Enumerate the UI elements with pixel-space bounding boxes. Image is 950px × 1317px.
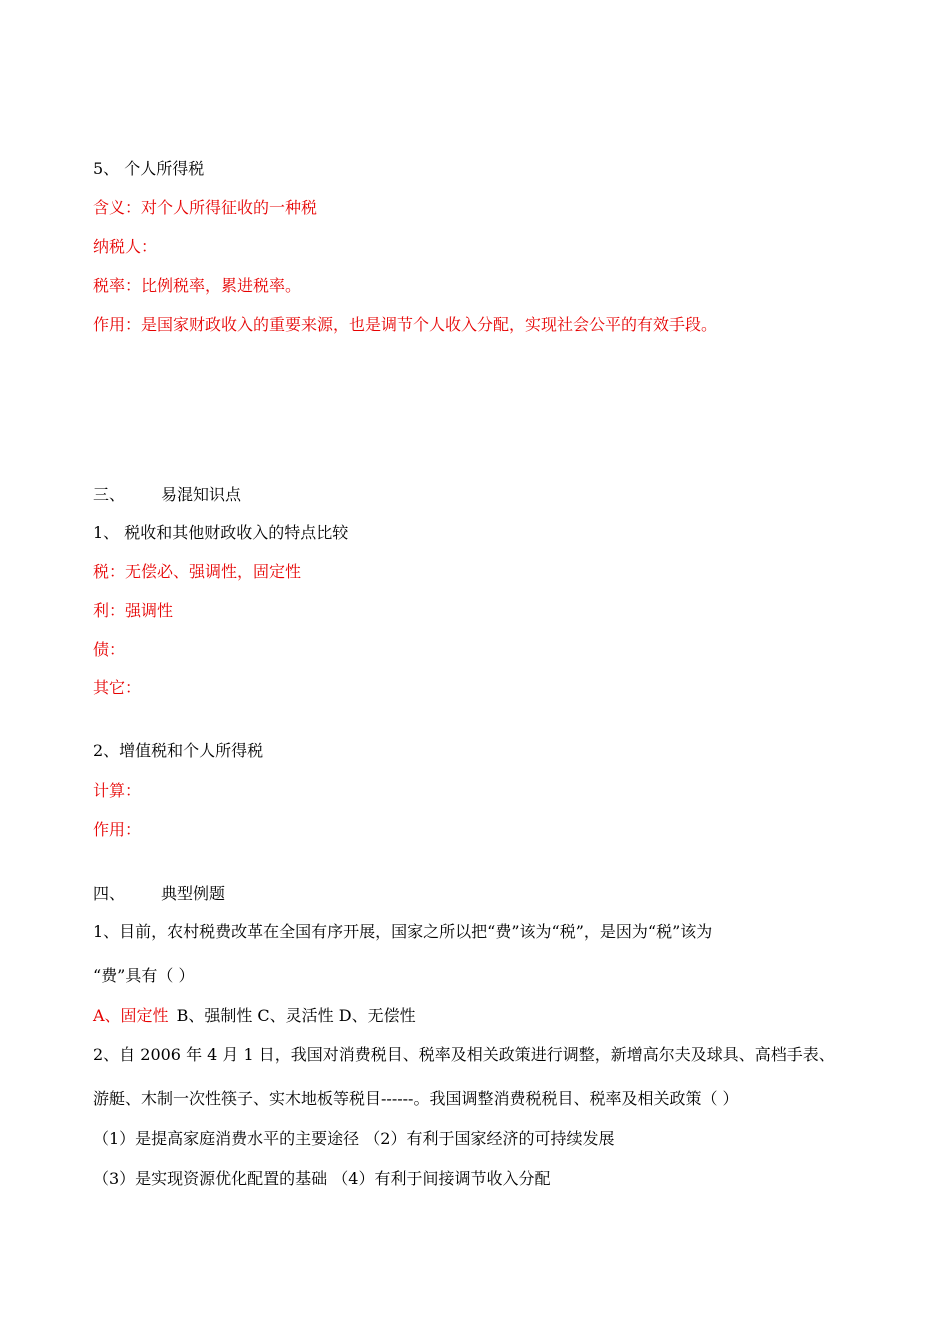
section4-title: 典型例题 [161, 884, 226, 903]
q1-option-a: A、固定性 [93, 1006, 169, 1025]
section5-taxpayer: 纳税人： [93, 237, 158, 256]
section3-calc: 计算： [93, 781, 142, 800]
section3-tax: 税：无偿必、强调性，固定性 [93, 562, 302, 581]
section3-profit: 利：强调性 [93, 601, 174, 620]
section4-heading [93, 884, 225, 904]
section3-number: 三、 [93, 485, 126, 504]
q2-line2: 游艇、木制一次性筷子、实木地板等税目------。我国调整消费税税目、税率及相关政策（ ） [93, 1089, 739, 1108]
section3-item2-title: 2、增值税和个人所得税 [93, 741, 264, 760]
section5-meaning: 含义：对个人所得征收的一种税 [93, 198, 318, 217]
section3-effect: 作用： [93, 820, 142, 839]
section3-other: 其它： [93, 678, 142, 697]
q2-choice1: （1）是提高家庭消费水平的主要途径 （2）有利于国家经济的可持续发展 [93, 1129, 615, 1148]
section5-effect: 作用：是国家财政收入的重要来源，也是调节个人收入分配，实现社会公平的有效手段。 [93, 315, 718, 334]
section3-title: 易混知识点 [161, 485, 242, 504]
section3-item1-title: 1、 税收和其他财政收入的特点比较 [93, 523, 349, 542]
section3-heading [93, 485, 241, 505]
q1-options [93, 1006, 416, 1026]
q2-line1: 2、自 2006 年 4 月 1 日，我国对消费税目、税率及相关政策进行调整，新增高尔夫及球具、高档手表、 [93, 1045, 835, 1064]
section5-title: 5、 个人所得税 [93, 159, 205, 178]
section3-debt: 债： [93, 640, 126, 659]
section4-number: 四、 [93, 884, 126, 903]
q2-choice2: （3）是实现资源优化配置的基础 （4）有利于间接调节收入分配 [93, 1169, 551, 1188]
q1-options-rest: B、强制性 C、灵活性 D、无偿性 [176, 1006, 416, 1025]
q1-line2: “费”具有（ ） [93, 966, 195, 985]
section5-rate: 税率：比例税率，累进税率。 [93, 276, 302, 295]
q1-line1: 1、目前，农村税费改革在全国有序开展，国家之所以把“费”该为“税”，是因为“税”该为 [93, 922, 713, 941]
